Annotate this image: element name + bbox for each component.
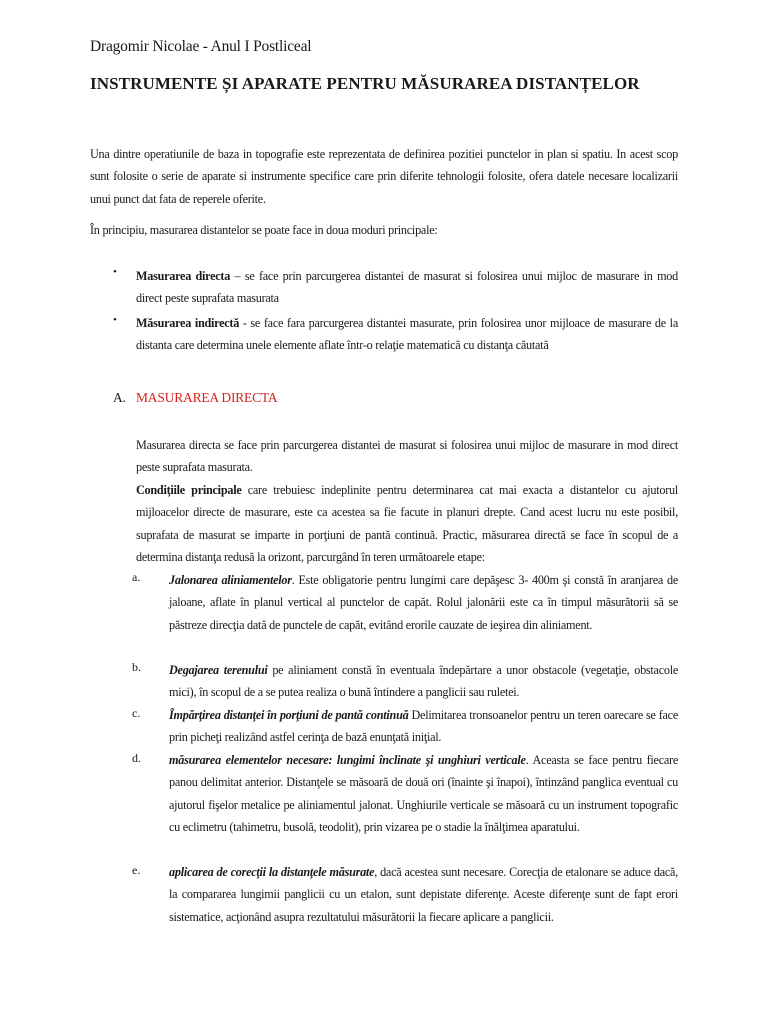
bullet-text: – se face prin parcurgerea distantei de masurat si folosirea unui mijloc de masurare in mod direct peste suprafata masurata — [136, 269, 678, 306]
section-label: A. — [113, 390, 126, 405]
bullet-term: Măsurarea indirectă — [136, 316, 240, 330]
step-marker: c. — [132, 706, 141, 720]
section-intro-paragraph: Masurarea directa se face prin parcurgerea distantei de masurat si folosirea unui mijloc de masurare in mod direct peste suprafata masurata. — [136, 438, 678, 475]
section-title: MASURAREA DIRECTA — [136, 390, 278, 405]
bullet-item-direct — [136, 265, 678, 310]
intro-paragraph: Una dintre operatiunile de baza in topografie este reprezentata de definirea pozitiei punctelor in plan si spatiu. In acest scop sunt folosite o serie de aparate si instrumente specifice care prin diferite tehnologii folosite, ofera datele necesare localizarii unui punct dat fata de reperele oferite. — [90, 147, 678, 206]
step-item — [169, 749, 678, 839]
step-item — [169, 659, 678, 704]
step-term: Împărţirea distanţei în porţiuni de pantă continuă — [169, 708, 409, 722]
bullet-item-indirect — [136, 312, 678, 357]
step-marker: b. — [132, 660, 141, 674]
conditions-term: Condiţiile principale — [136, 483, 242, 497]
document-title: INSTRUMENTE ȘI APARATE PENTRU MĂSURAREA DISTANȚELOR — [90, 74, 640, 93]
step-term: măsurarea elementelor necesare: lungimi înclinate şi unghiuri verticale — [169, 753, 526, 767]
step-text: . Este obligatorie pentru lungimi care depăşesc 3- 400m şi constă în aranjarea de jaloane, aflate în planul vertical al punctelor de capăt. Rolul jalonării este ca în timpul măsurătorii să se păstreze direcţia dată de punctele de capăt, evitând erorile cauzate de ieşirea din aliniament. — [169, 573, 678, 632]
step-text: . Aceasta se face pentru fiecare panou delimitat anterior. Distanţele se măsoară de două ori (înainte şi înapoi), întinzând panglica eventual cu ajutorul fişelor metalice pe aliniamentul jalonat. Unghiurile verticale se măsoară cu un instrument topografic cu eclimetru (tahimetru, busolă, teodolit), prin vizarea pe o stadie la înălţimea aparatului. — [169, 753, 678, 835]
bullet-symbol: • — [113, 314, 117, 326]
step-text: , dacă acestea sunt necesare. Corecţia de etalonare se aduce dacă, la compararea lungimii panglicii cu un etalon, sunt depistate diferenţe. Aceste diferenţe sunt de fapt erori sistematice, acţionând asupra rezultatului măsurătorii la fiecare aplicare a panglicii. — [169, 865, 678, 924]
bullet-text: - se face fara parcurgerea distantei masurate, prin folosirea unor mijloace de masurare de la distanta care determina unele elemente aflate într-o relaţie matematică cu distanţa căutată — [136, 316, 678, 353]
step-text: pe aliniament constă în eventuala îndepărtare a unor obstacole (vegetaţie, obstacole mici), în scopul de a se putea realiza o bună întindere a panglicii sau ruletei. — [169, 663, 678, 700]
step-term: aplicarea de corecţii la distanţele măsurate — [169, 865, 375, 879]
author-line: Dragomir Nicolae - Anul I Postliceal — [90, 38, 312, 55]
step-term: Degajarea terenului — [169, 663, 268, 677]
step-term: Jalonarea aliniamentelor — [169, 573, 292, 587]
step-marker: a. — [132, 570, 141, 584]
step-text: Delimitarea tronsoanelor pentru un teren oarecare se face prin picheţi realizând astfel cerinţa de bază enunţată iniţial. — [169, 708, 679, 745]
step-marker: d. — [132, 751, 141, 765]
step-item — [169, 569, 678, 636]
bullet-term: Masurarea directa — [136, 269, 231, 283]
intro-lead: În principiu, masurarea distantelor se poate face in doua moduri principale: — [90, 223, 438, 237]
step-item — [169, 861, 678, 928]
step-marker: e. — [132, 863, 141, 877]
conditions-text: care trebuiesc indeplinite pentru determinarea cat mai exacta a distantelor cu ajutorul mijloacelor directe de masurare, este ca acestea sa fie facute in planuri drepte. Cand acest lucru nu este posibil, suprafata de masurat se imparte in porţiuni de pantă continuă. Practic, măsurarea directă se face în scopul de a determina distanţa redusă la orizont, parcurgând în teren următoarele etape: — [136, 483, 678, 565]
bullet-symbol: • — [113, 266, 117, 278]
conditions-paragraph — [136, 479, 678, 569]
step-item — [169, 704, 678, 749]
